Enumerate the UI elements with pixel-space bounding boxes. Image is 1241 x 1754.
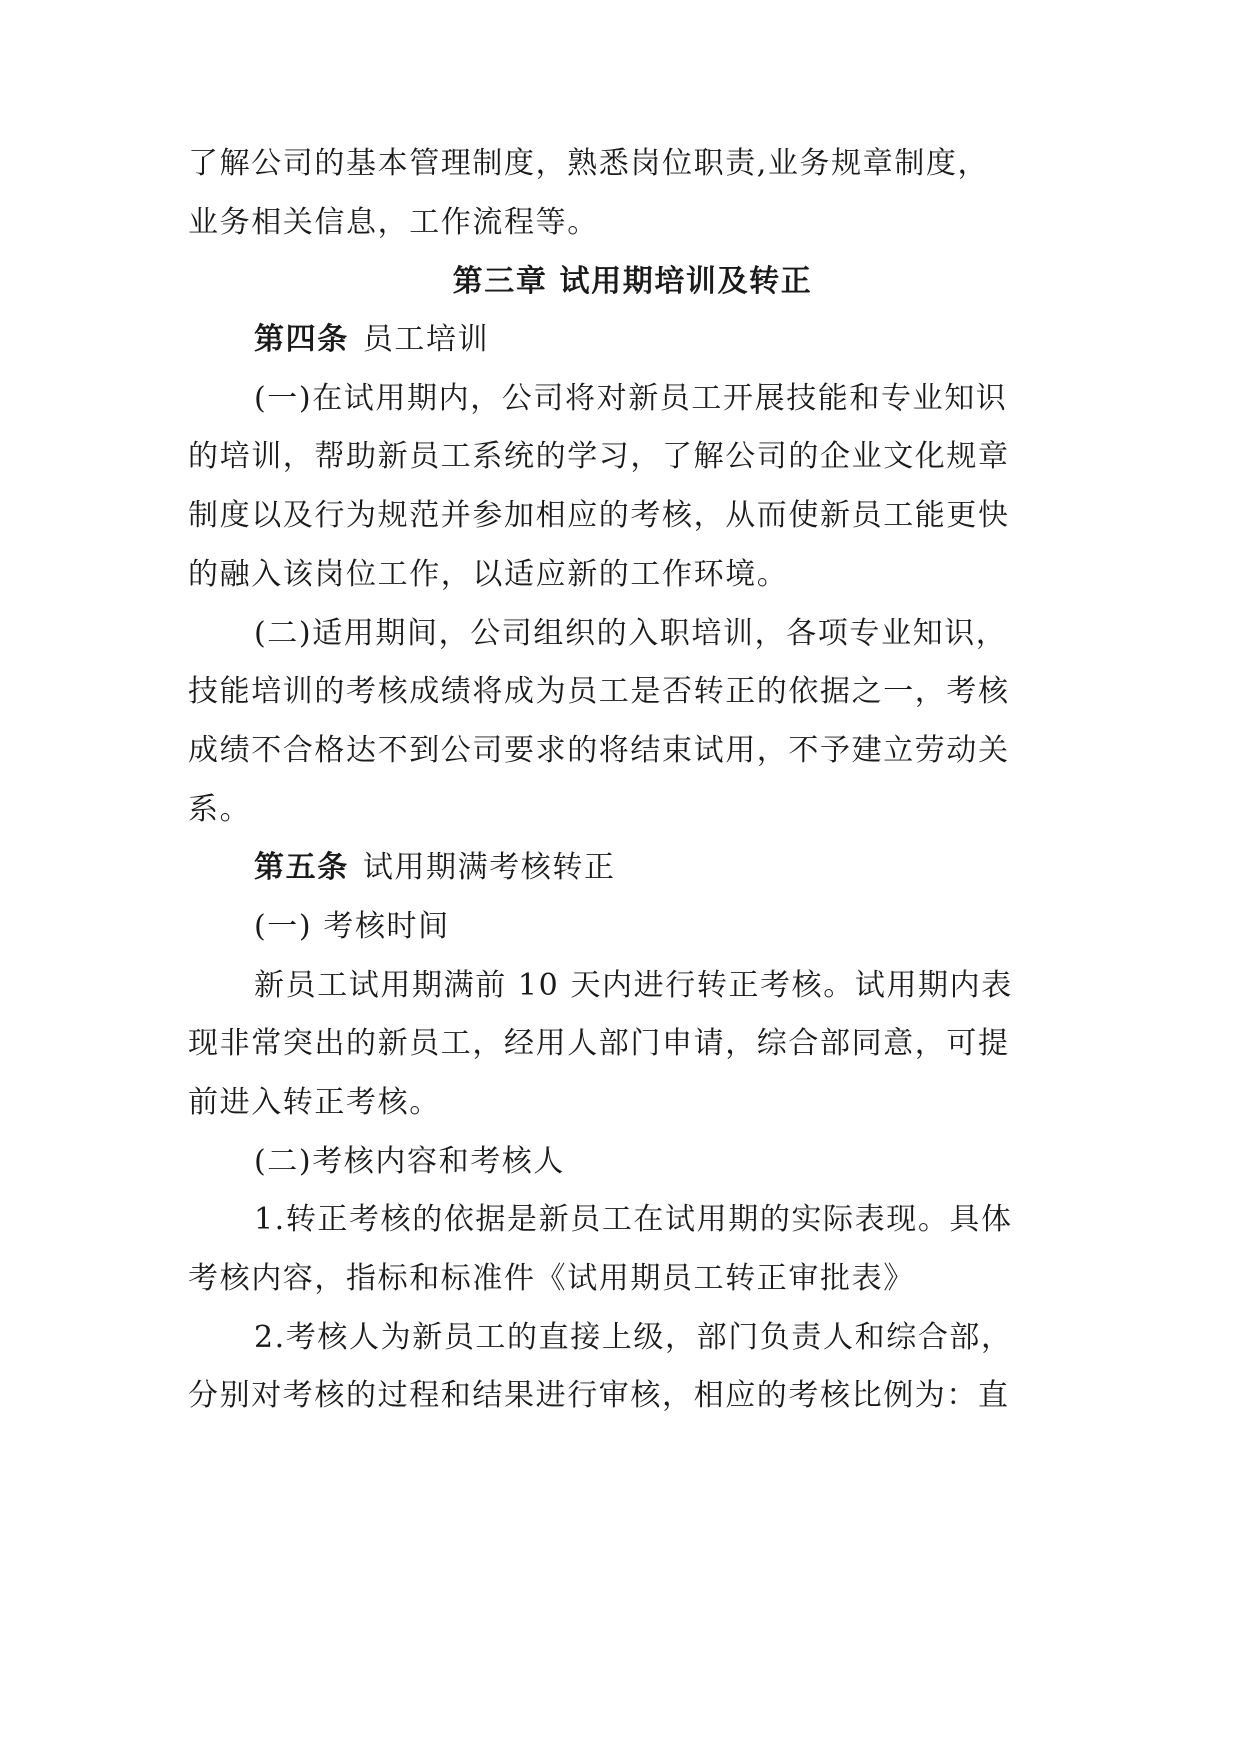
- body-line: (一)在试用期内，公司将对新员工开展技能和专业知识: [254, 381, 1008, 416]
- body-line: 分别对考核的过程和结果进行审核，相应的考核比例为：直: [188, 1378, 1010, 1413]
- body-line: 成绩不合格达不到公司要求的将结束试用，不予建立劳动关: [188, 733, 1010, 768]
- body-line: 了解公司的基本管理制度，熟悉岗位职责,业务规章制度，: [188, 146, 990, 181]
- article-4-heading: [254, 320, 489, 360]
- body-line: 1.转正考核的依据是新员工在试用期的实际表现。具体: [254, 1202, 1013, 1237]
- article-5-heading: [254, 848, 616, 888]
- body-line: 的融入该岗位工作，以适应新的工作环境。: [188, 557, 789, 592]
- body-line: 制度以及行为规范并参加相应的考核，从而使新员工能更快: [188, 498, 1010, 533]
- body-line: 的培训，帮助新员工系统的学习，了解公司的企业文化规章: [188, 439, 1010, 474]
- body-line: 前进入转正考核。: [188, 1085, 441, 1120]
- body-line: 考核内容，指标和标准件《试用期员工转正审批表》: [188, 1261, 915, 1296]
- article-5-label: 第五条: [254, 850, 349, 885]
- article-4-title: 员工培训: [362, 322, 490, 357]
- section-heading: (一) 考核时间: [254, 909, 450, 944]
- body-line: 技能培训的考核成绩将成为员工是否转正的依据之一，考核: [188, 674, 1010, 709]
- body-line: (二)适用期间，公司组织的入职培训，各项专业知识，: [254, 616, 1008, 651]
- body-line: 系。: [188, 792, 252, 827]
- body-line: 新员工试用期满前 10 天内进行转正考核。试用期内表: [254, 968, 1013, 1003]
- body-line: 2.考核人为新员工的直接上级，部门负责人和综合部，: [254, 1320, 1013, 1355]
- article-5-title: 试用期满考核转正: [362, 850, 616, 885]
- section-heading: (二)考核内容和考核人: [254, 1144, 566, 1179]
- chapter-title: 第三章 试用期培训及转正: [452, 264, 813, 299]
- body-line: 现非常突出的新员工，经用人部门申请，综合部同意，可提: [188, 1026, 1010, 1061]
- body-line: 业务相关信息，工作流程等。: [188, 205, 599, 240]
- article-4-label: 第四条: [254, 322, 349, 357]
